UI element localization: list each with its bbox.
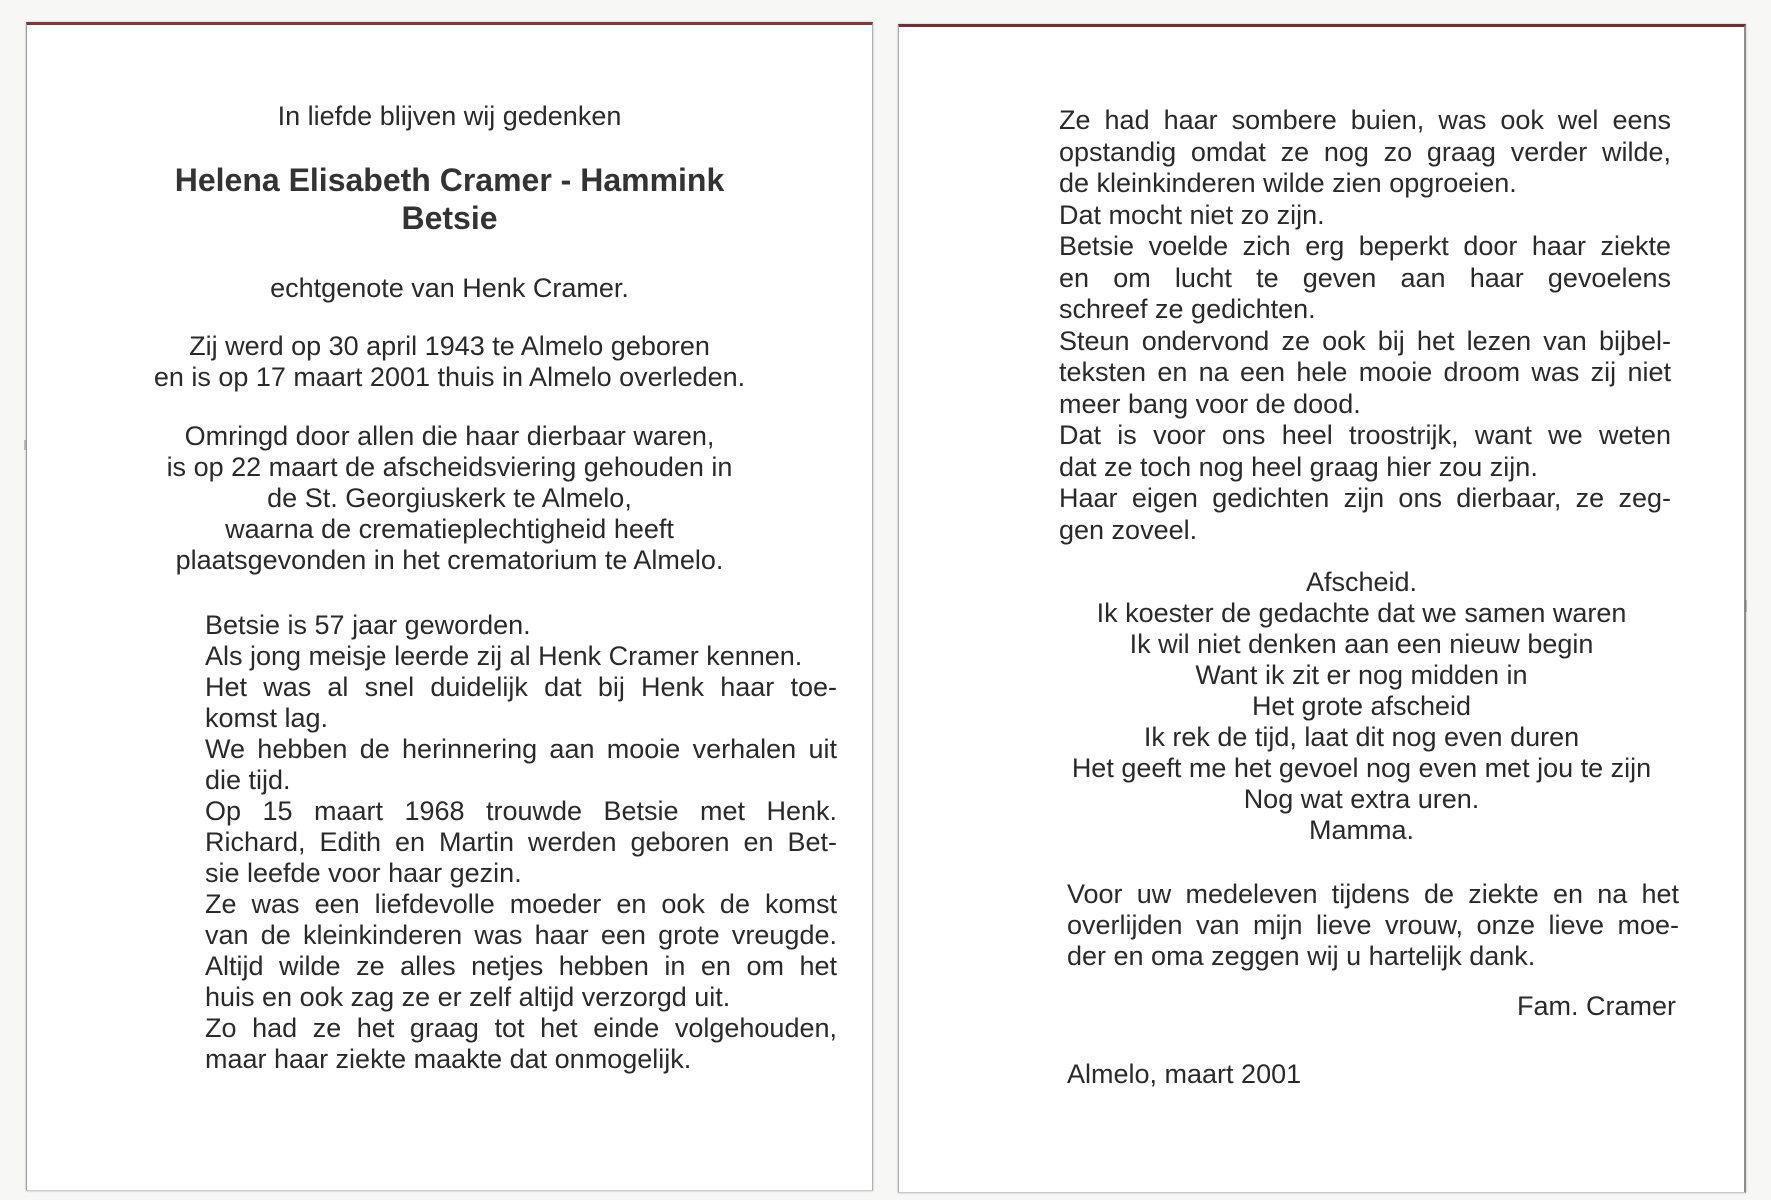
text-line: dat ze toch nog heel graag hier zou zijn. <box>1059 451 1538 482</box>
spouse-line: echtgenote van Henk Cramer. <box>270 273 629 303</box>
poem-title: Afscheid. <box>1305 567 1418 597</box>
biography-paragraph <box>205 610 837 1075</box>
poem <box>1049 567 1674 846</box>
text-line: Ze had haar sombere buien, was ook wel eens <box>1059 105 1671 135</box>
text-line: Op 15 maart 1968 trouwde Betsie met Henk. <box>205 796 837 826</box>
text-line: Steun ondervond ze ook bij het lezen van bijbel- <box>1059 325 1671 356</box>
memorial-card-left <box>26 22 873 1191</box>
text-line: de kleinkinderen wilde zien opgroeien. <box>1059 168 1517 198</box>
text-line: die tijd. <box>205 765 291 795</box>
thanks-paragraph <box>1067 879 1679 972</box>
text-line: komst lag. <box>205 703 329 733</box>
poem-line: Het grote afscheid <box>1251 691 1472 721</box>
text-line: meer bang voor de dood. <box>1059 388 1361 419</box>
text-line: en om lucht te geven aan haar gevoelens <box>1059 262 1671 293</box>
poem-line: Ik koester de gedachte dat we samen waren <box>1096 598 1627 628</box>
text-line: We hebben de herinnering aan mooie verhalen uit <box>205 734 837 764</box>
text-line: schreef ze gedichten. <box>1059 294 1316 324</box>
text-line: gen zoveel. <box>1059 514 1198 545</box>
memorial-card-right <box>898 24 1746 1193</box>
text-line: en is op 17 maart 2001 thuis in Almelo overleden. <box>153 362 746 392</box>
text-line: Betsie is 57 jaar geworden. <box>205 610 531 640</box>
birth-death-paragraph <box>27 331 872 393</box>
family-signature: Fam. Cramer <box>1516 991 1676 1021</box>
text-line: de St. Georgiuskerk te Almelo, <box>267 483 632 513</box>
text-line: Zo had ze het graag tot het einde volgehouden, <box>205 1013 837 1043</box>
text-line: overlijden van mijn lieve vrouw, onze lieve moe- <box>1067 910 1679 940</box>
text-line: Dat is voor ons heel troostrijk, want we weten <box>1059 420 1671 450</box>
text-line: Richard, Edith en Martin werden geboren en Bet- <box>205 827 837 857</box>
scan-mark <box>24 440 26 450</box>
scan-mark <box>1745 600 1747 612</box>
poem-line: Het geeft me het gevoel nog even met jou te zijn <box>1071 753 1652 783</box>
text-line: van de kleinkinderen was haar een grote vreugde. <box>205 920 837 950</box>
funeral-paragraph <box>27 421 872 576</box>
text-line: der en oma zeggen wij u hartelijk dank. <box>1067 941 1536 971</box>
text-line: sie leefde voor haar gezin. <box>205 858 522 888</box>
text-line: Ze was een liefdevolle moeder en ook de komst <box>205 889 837 919</box>
text-line: opstandig omdat ze nog zo graag verder wilde, <box>1059 136 1671 167</box>
text-line: Als jong meisje leerde zij al Henk Cramer kennen. <box>205 641 803 671</box>
text-line: Betsie voelde zich erg beperkt door haar ziekte <box>1059 231 1671 261</box>
text-line: waarna de crematieplechtigheid heeft <box>225 514 674 544</box>
text-line: Dat mocht niet zo zijn. <box>1059 199 1325 230</box>
story-paragraph <box>1059 105 1671 546</box>
text-line: Het was al snel duidelijk dat bij Henk haar toe- <box>205 672 837 702</box>
intro-text: In liefde blijven wij gedenken <box>277 101 622 131</box>
text-line: plaatsgevonden in het crematorium te Almelo. <box>175 545 724 575</box>
place-date: Almelo, maart 2001 <box>1067 1059 1302 1089</box>
text-line: Altijd wilde ze alles netjes hebben in en om het <box>205 951 837 981</box>
poem-signature: Mamma. <box>1308 815 1414 845</box>
poem-line: Nog wat extra uren. <box>1243 784 1480 814</box>
deceased-name <box>27 161 872 237</box>
text-line: Haar eigen gedichten zijn ons dierbaar, ze zeg- <box>1059 483 1671 513</box>
poem-line: Ik rek de tijd, laat dit nog even duren <box>1143 722 1580 752</box>
text-line: is op 22 maart de afscheidsviering gehouden in <box>166 452 733 482</box>
text-line: Voor uw medeleven tijdens de ziekte en na het <box>1067 879 1679 909</box>
poem-line: Ik wil niet denken aan een nieuw begin <box>1129 629 1594 659</box>
deceased-full-name: Helena Elisabeth Cramer - Hammink <box>174 162 725 198</box>
text-line: Omringd door allen die haar dierbaar waren, <box>184 421 715 451</box>
poem-line: Want ik zit er nog midden in <box>1195 660 1528 690</box>
deceased-nickname: Betsie <box>401 200 498 236</box>
text-line: teksten en na een hele mooie droom was zij niet <box>1059 357 1671 387</box>
text-line: huis en ook zag ze er zelf altijd verzorgd uit. <box>205 982 731 1012</box>
text-line: Zij werd op 30 april 1943 te Almelo geboren <box>189 331 710 361</box>
text-line: maar haar ziekte maakte dat onmogelijk. <box>205 1044 692 1074</box>
